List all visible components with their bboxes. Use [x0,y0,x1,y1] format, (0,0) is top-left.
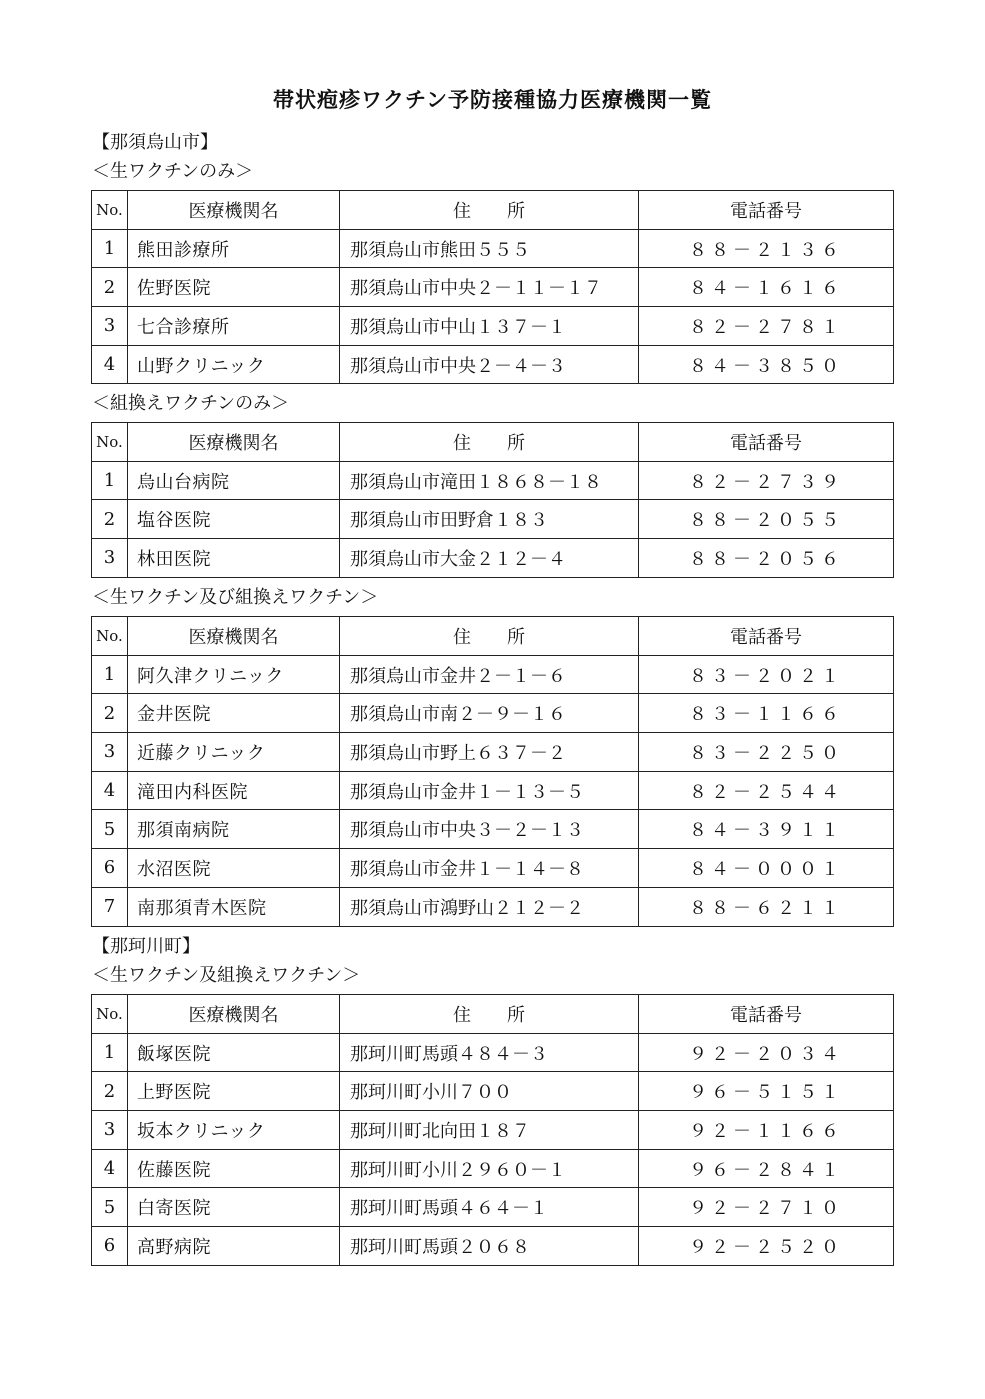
facility-name: 南那須青木医院 [128,887,340,926]
table-header-row [92,995,894,1034]
table-row [92,1227,894,1266]
facility-name: 林田医院 [128,539,340,578]
facility-name: 白寄医院 [128,1188,340,1227]
facility-phone: ８３－２０２１ [639,655,894,694]
facility-name: 坂本クリニック [128,1111,340,1150]
facility-address: 那須烏山市鴻野山２１２－２ [340,887,639,926]
facility-phone: ８２－２７８１ [639,307,894,346]
facility-name: 佐藤医院 [128,1149,340,1188]
facility-phone: ８２－２５４４ [639,771,894,810]
facility-name: 那須南病院 [128,810,340,849]
facility-name: 滝田内科医院 [128,771,340,810]
table-row [92,810,894,849]
row-number: 1 [92,655,128,694]
facility-phone: ８８－２１３６ [639,229,894,268]
header-no: No. [92,191,128,230]
row-number: 3 [92,307,128,346]
table-row [92,461,894,500]
header-name: 医療機関名 [128,617,340,656]
section-label-recombinant-only: ＜組換えワクチンのみ＞ [92,393,290,414]
table-header-row [92,423,894,462]
table-row [92,655,894,694]
table-row [92,345,894,384]
facility-address: 那珂川町小川２９６０－１ [340,1149,639,1188]
row-number: 2 [92,268,128,307]
row-number: 1 [92,229,128,268]
facility-phone: ９２－２５２０ [639,1227,894,1266]
facility-name: 高野病院 [128,1227,340,1266]
row-number: 6 [92,849,128,888]
facility-address: 那須烏山市金井１－１３－５ [340,771,639,810]
facility-address: 那須烏山市中央３－２－１３ [340,810,639,849]
facility-address: 那須烏山市南２－９－１６ [340,694,639,733]
row-number: 5 [92,810,128,849]
facility-phone: ９２－２０３４ [639,1033,894,1072]
facility-address: 那須烏山市中山１３７－１ [340,307,639,346]
page-title: 帯状疱疹ワクチン予防接種協力医療機関一覧 [273,88,712,112]
row-number: 6 [92,1227,128,1266]
facility-address: 那須烏山市金井２－１－６ [340,655,639,694]
facility-name: 烏山台病院 [128,461,340,500]
table-row [92,771,894,810]
table-row [92,1149,894,1188]
facility-name: 山野クリニック [128,345,340,384]
table-row [92,307,894,346]
row-number: 3 [92,1111,128,1150]
facility-phone: ９２－１１６６ [639,1111,894,1150]
city-heading-nakagawa: 【那珂川町】 [92,936,200,957]
facility-phone: ８３－２２５０ [639,733,894,772]
table-row [92,539,894,578]
row-number: 2 [92,694,128,733]
facility-phone: ９６－５１５１ [639,1072,894,1111]
row-number: 1 [92,1033,128,1072]
facility-phone: ９２－２７１０ [639,1188,894,1227]
row-number: 2 [92,500,128,539]
facility-name: 塩谷医院 [128,500,340,539]
facility-address: 那須烏山市金井１－１４－８ [340,849,639,888]
facility-address: 那須烏山市熊田５５５ [340,229,639,268]
table-live-and-recombinant [91,616,894,927]
facility-phone: ８８－２０５６ [639,539,894,578]
facility-phone: ８３－１１６６ [639,694,894,733]
facility-phone: ８８－６２１１ [639,887,894,926]
header-phone: 電話番号 [639,191,894,230]
header-no: No. [92,995,128,1034]
city-heading-nasukarasuyama: 【那須烏山市】 [92,132,218,153]
table-nakagawa [91,994,894,1266]
facility-phone: ８２－２７３９ [639,461,894,500]
facility-phone: ８４－０００１ [639,849,894,888]
facility-name: 飯塚医院 [128,1033,340,1072]
row-number: 3 [92,733,128,772]
table-row [92,268,894,307]
header-no: No. [92,617,128,656]
table-row [92,1188,894,1227]
header-name: 医療機関名 [128,423,340,462]
facility-address: 那須烏山市中央２－１１－１７ [340,268,639,307]
row-number: 5 [92,1188,128,1227]
facility-name: 水沼医院 [128,849,340,888]
facility-name: 佐野医院 [128,268,340,307]
table-header-row [92,617,894,656]
facility-address: 那須烏山市田野倉１８３ [340,500,639,539]
header-address: 住 所 [340,617,639,656]
row-number: 4 [92,771,128,810]
table-live-only [91,190,894,384]
row-number: 7 [92,887,128,926]
facility-address: 那須烏山市野上６３７－２ [340,733,639,772]
facility-phone: ８４－３８５０ [639,345,894,384]
header-phone: 電話番号 [639,423,894,462]
table-row [92,1033,894,1072]
facility-name: 近藤クリニック [128,733,340,772]
facility-name: 上野医院 [128,1072,340,1111]
row-number: 3 [92,539,128,578]
table-row [92,1072,894,1111]
table-row [92,500,894,539]
row-number: 4 [92,345,128,384]
header-phone: 電話番号 [639,617,894,656]
row-number: 1 [92,461,128,500]
facility-address: 那珂川町小川７００ [340,1072,639,1111]
facility-address: 那須烏山市大金２１２－４ [340,539,639,578]
header-address: 住 所 [340,191,639,230]
row-number: 2 [92,1072,128,1111]
facility-name: 阿久津クリニック [128,655,340,694]
table-row [92,849,894,888]
facility-address: 那珂川町馬頭２０６８ [340,1227,639,1266]
header-name: 医療機関名 [128,191,340,230]
section-label-nakagawa-live-and-recombinant: ＜生ワクチン及組換えワクチン＞ [92,965,361,986]
facility-address: 那珂川町馬頭４６４－１ [340,1188,639,1227]
table-header-row [92,191,894,230]
facility-phone: ９６－２８４１ [639,1149,894,1188]
facility-phone: ８４－３９１１ [639,810,894,849]
section-label-live-and-recombinant: ＜生ワクチン及び組換えワクチン＞ [92,587,379,608]
facility-phone: ８４－１６１６ [639,268,894,307]
table-recombinant-only [91,422,894,578]
table-row [92,1111,894,1150]
table-row [92,733,894,772]
table-row [92,694,894,733]
facility-address: 那須烏山市滝田１８６８－１８ [340,461,639,500]
header-address: 住 所 [340,995,639,1034]
header-phone: 電話番号 [639,995,894,1034]
header-name: 医療機関名 [128,995,340,1034]
header-address: 住 所 [340,423,639,462]
row-number: 4 [92,1149,128,1188]
section-label-live-only: ＜生ワクチンのみ＞ [92,161,254,182]
facility-address: 那珂川町北向田１８７ [340,1111,639,1150]
facility-phone: ８８－２０５５ [639,500,894,539]
table-row [92,229,894,268]
table-row [92,887,894,926]
facility-name: 金井医院 [128,694,340,733]
facility-address: 那須烏山市中央２－４－３ [340,345,639,384]
facility-name: 七合診療所 [128,307,340,346]
header-no: No. [92,423,128,462]
facility-address: 那珂川町馬頭４８４－３ [340,1033,639,1072]
facility-name: 熊田診療所 [128,229,340,268]
